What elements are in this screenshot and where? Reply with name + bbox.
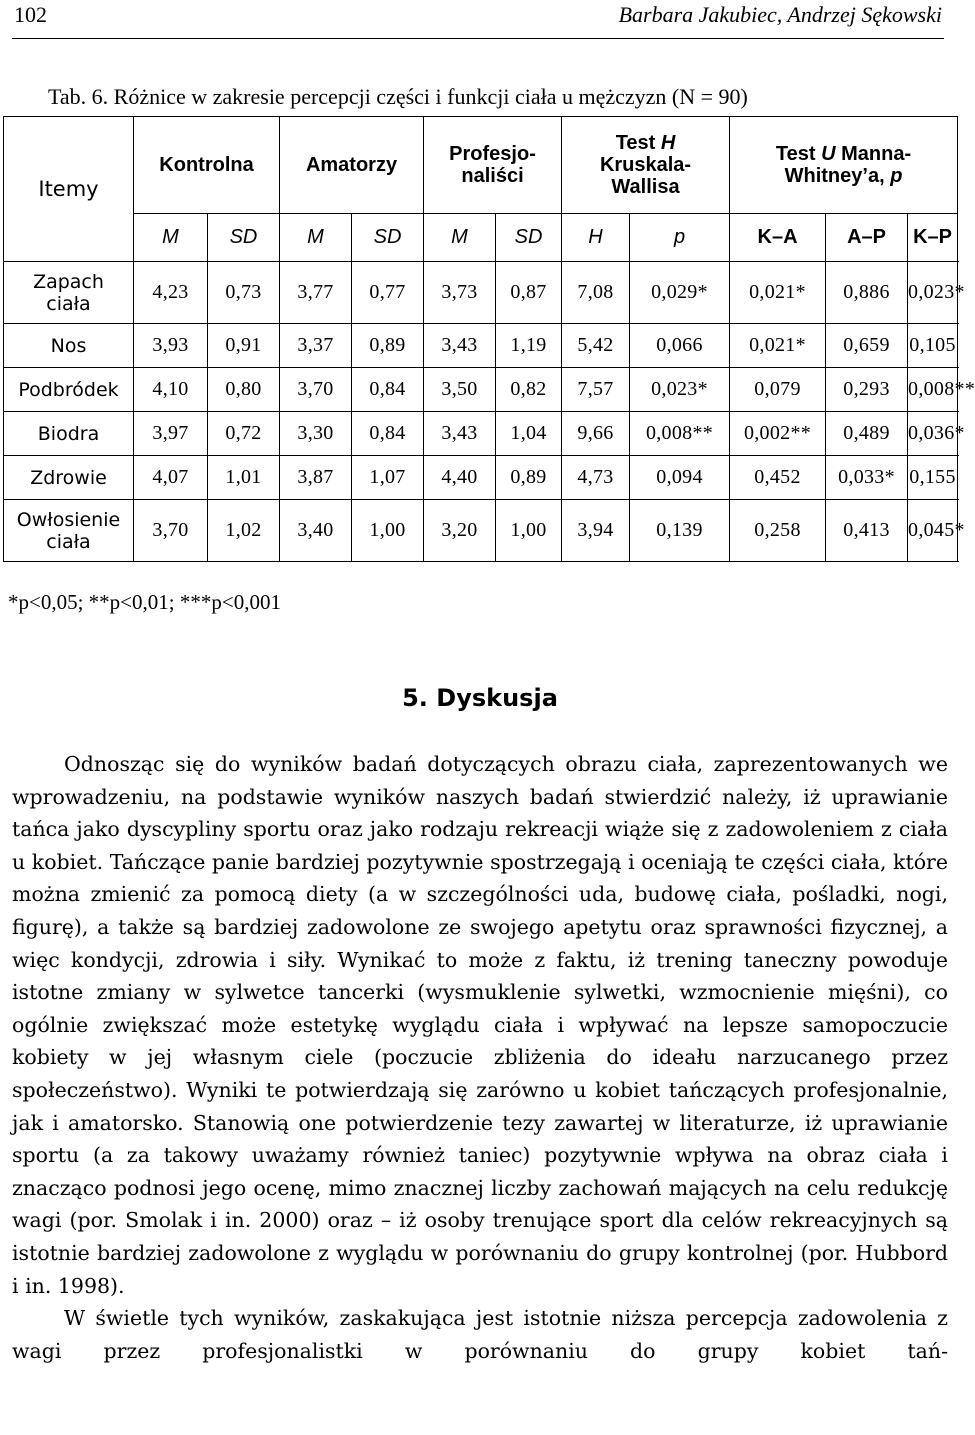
table-cell: 4,07 [134,456,208,500]
table-cell: 3,40 [280,500,352,562]
table-cell: 0,91 [208,324,280,368]
table-cell: 0,72 [208,412,280,456]
stat-label: SD [496,214,562,262]
table-cell: 0,066 [630,324,730,368]
table-cell: 0,80 [208,368,280,412]
table-cell: 0,452 [730,456,826,500]
table-row [4,324,958,368]
stat-label: SD [208,214,280,262]
table-cell: 0,293 [826,368,908,412]
stat-label: M [280,214,352,262]
table-cell: 0,73 [208,262,280,324]
table-cell: 3,70 [280,368,352,412]
body-text [12,748,948,1367]
table-caption: Tab. 6. Różnice w zakresie percepcji części i funkcji ciała u mężczyzn (N = 90) [48,84,748,109]
table-cell: 3,87 [280,456,352,500]
table-cell: 0,105 [908,324,958,368]
table-header-row-stats [4,214,958,262]
table-cell: 3,97 [134,412,208,456]
table-cell: 0,258 [730,500,826,562]
running-header-authors: Barbara Jakubiec, Andrzej Sękowski [618,2,942,27]
table-cell: 1,02 [208,500,280,562]
paragraph: Odnosząc się do wyników badań dotyczących obrazu ciała, zaprezentowanych we wprowadzeniu, na podstawie wyników naszych badań stwierdzić należy, iż uprawianie tańca jako dyscypliny sportu oraz jako rodzaju rekreacji wiąże się z zadowoleniem z ciała u kobiet. Tańczące panie bardziej pozytywnie spostrzegają i oceniają te części ciała, które można zmienić za pomocą diety (a w szczególności uda, budowę ciała, pośladki, nogi, figurę), a także są bardziej zadowolone ze swojego apetytu oraz sprawności fizycznej, a więc kondycji, zdrowia i siły. Wynikać to może z faktu, iż trening taneczny powoduje istotne zmiany w sylwetce tancerki (wysmuklenie sylwetki, wzmocnienie mięśni), co ogólnie zwiększać może estetykę wyglądu ciała i wpływać na lepsze samopoczucie kobiety w jej własnym ciele (poczucie zbliżenia do ideału narzucanego przez społeczeństwo). Wyniki te potwierdzają się zarówno u kobiet tańczących profesjonalnie, jak i amatorsko. Stanowią one potwierdzenie tezy zawartej w literaturze, iż uprawianie sportu (a za takowy uważamy również taniec) pozytywnie wpływa na obraz ciała i znacząco podnosi jego ocenę, mimo znacznej liczby zachowań mających na celu redukcję wagi (por. Smolak i in. 2000) oraz – iż osoby trenujące sport dla celów rekreacyjnych są istotnie bardziej zadowolone z wyglądu w porównaniu do grupy kontrolnej (por. Hubbord i in. 1998). [12,752,948,1298]
table-cell: 3,93 [134,324,208,368]
table-row [4,262,958,324]
table-cell: 0,139 [630,500,730,562]
header-control: Kontrolna [134,117,280,214]
table-cell: 3,30 [280,412,352,456]
table-cell: 3,37 [280,324,352,368]
row-label: Zdrowie [4,456,134,500]
stat-label: M [134,214,208,262]
section-title: 5. Dyskusja [402,684,558,712]
running-header [14,2,942,30]
table-header-row-groups [4,117,958,214]
header-amateur: Amatorzy [280,117,424,214]
table-cell: 0,89 [352,324,424,368]
table-cell: 0,002** [730,412,826,456]
pair-label: A–P [826,214,908,262]
stat-label: M [424,214,496,262]
table-row [4,412,958,456]
table-body [4,262,975,562]
table-cell: 1,00 [496,500,562,562]
table-cell: 0,021* [730,262,826,324]
row-label: Nos [4,324,134,368]
table-row [4,368,958,412]
table-cell: 0,82 [496,368,562,412]
table-cell: 1,01 [208,456,280,500]
table-cell: 1,07 [352,456,424,500]
table-cell: 0,008** [908,368,958,412]
stat-label: H [562,214,630,262]
table-cell: 0,413 [826,500,908,562]
header-test-h: Test H Kruskala- Wallisa [562,117,730,214]
table-cell: 4,40 [424,456,496,500]
stat-label: SD [352,214,424,262]
table-cell: 3,73 [424,262,496,324]
table-cell: 0,036* [908,412,958,456]
table-cell: 5,42 [562,324,630,368]
table-cell: 4,73 [562,456,630,500]
pair-label: K–A [730,214,826,262]
table-cell: 9,66 [562,412,630,456]
table-cell: 1,04 [496,412,562,456]
table-cell: 0,89 [496,456,562,500]
table-cell: 3,94 [562,500,630,562]
table-cell: 0,023* [908,262,958,324]
row-label: Podbródek [4,368,134,412]
table-footnote: *p<0,05; **p<0,01; ***p<0,001 [8,590,281,614]
pair-label: K–P [908,214,958,262]
table-cell: 4,23 [134,262,208,324]
table-cell: 3,43 [424,412,496,456]
header-items: Itemy [4,117,134,262]
table-cell: 3,43 [424,324,496,368]
table-cell: 1,19 [496,324,562,368]
table-cell: 7,57 [562,368,630,412]
table-cell: 0,045* [908,500,958,562]
header-professional: Profesjo- naliści [424,117,562,214]
table-cell: 0,659 [826,324,908,368]
row-label: Zapach ciała [4,262,134,324]
table-cell: 0,84 [352,368,424,412]
table-cell: 0,155 [908,456,958,500]
table-cell: 3,20 [424,500,496,562]
table-cell: 0,87 [496,262,562,324]
table-cell: 7,08 [562,262,630,324]
table-cell: 3,50 [424,368,496,412]
table-cell: 0,489 [826,412,908,456]
row-label: Owłosienie ciała [4,500,134,562]
table-cell: 3,77 [280,262,352,324]
table-cell: 0,023* [630,368,730,412]
row-label: Biodra [4,412,134,456]
table-row [4,500,958,562]
stat-label: p [630,214,730,262]
table-row [4,456,958,500]
table-cell: 0,886 [826,262,908,324]
paragraph: W świetle tych wyników, zaskakująca jest istotnie niższa percepcja zadowolenia z wagi przez profesjonalistki w porównaniu do grupy kobiet tań- [12,1306,948,1363]
header-test-u: Test U Manna- Whitney’a, p [730,117,958,214]
results-table [3,116,975,562]
table-cell: 1,00 [352,500,424,562]
header-rule [12,38,944,39]
table-cell: 4,10 [134,368,208,412]
table-cell: 0,029* [630,262,730,324]
table-cell: 0,84 [352,412,424,456]
table-cell: 0,021* [730,324,826,368]
table-cell: 0,008** [630,412,730,456]
table-cell: 0,033* [826,456,908,500]
page-number: 102 [14,2,47,27]
table-cell: 0,77 [352,262,424,324]
table-cell: 0,094 [630,456,730,500]
table-cell: 0,079 [730,368,826,412]
table-cell: 3,70 [134,500,208,562]
